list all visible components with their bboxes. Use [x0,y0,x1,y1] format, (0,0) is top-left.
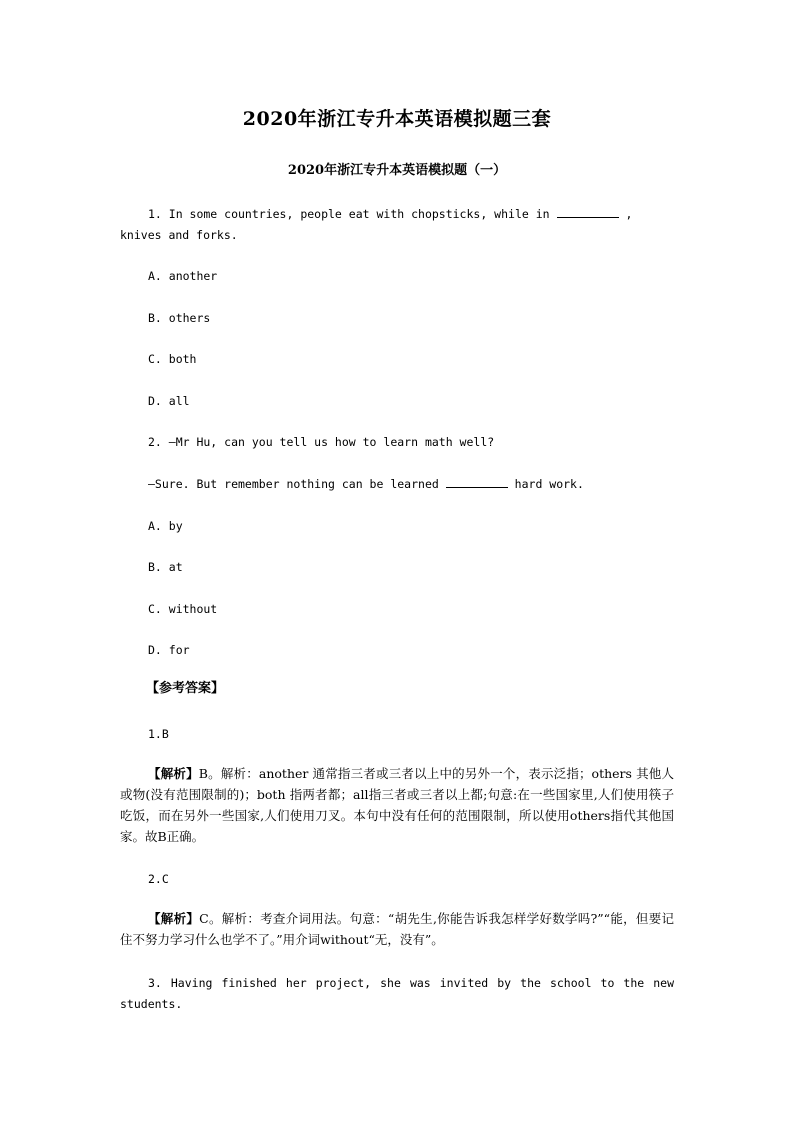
answer-2: 2.C [148,872,169,886]
explanation-2-label: 【解析】 [148,911,200,926]
answer-1: 1.B [148,727,169,741]
explanation-1-label: 【解析】 [148,766,199,781]
answer-blank [557,207,619,218]
explanation-2 [120,908,674,950]
document-title: 2020年浙江专升本英语模拟题三套 [242,108,552,130]
question-2-response-text: —Sure. But remember nothing can be learned [148,477,439,491]
question-1-option-c: C. both [148,352,197,366]
question-2-option-d: D. for [148,643,190,657]
question-1-stem-tail: , [625,207,633,221]
question-1-stem-line2: knives and forks. [120,228,238,242]
question-3-stem: 3. Having finished her project, she was invited by the school to the new students. [120,976,674,1011]
question-1-stem [148,207,632,221]
question-1-option-d: D. all [148,394,190,408]
explanation-1 [120,763,674,847]
question-2-stem: 2. —Mr Hu, can you tell us how to learn math well? [148,435,495,449]
question-2-option-c: C. without [148,602,218,616]
answers-heading: 【参考答案】 [146,681,225,696]
question-1-option-b: B. others [148,311,211,325]
question-2-option-a: A. by [148,519,183,533]
question-2-response-tail: hard work. [514,477,584,491]
question-1-stem-text: 1. In some countries, people eat with chopsticks, while in [148,207,550,221]
question-2-response [148,477,584,491]
question-1-option-a: A. another [148,269,218,283]
document-subtitle: 2020年浙江专升本英语模拟题（一） [287,163,507,178]
answer-blank [446,477,508,488]
explanation-2-text: C。解析：考查介词用法。句意：“胡先生,你能告诉我怎样学好数学吗?”“能，但要记住不努力学习什么也学不了。”用介词without“无，没有”。 [120,911,674,947]
explanation-1-text: B。解析：another 通常指三者或三者以上中的另外一个，表示泛指；others 其他人或物(没有范围限制的)；both 指两者都；all指三者或三者以上都;句意:在一些国家里,人们使用筷子吃饭，而在另外一些国家,人们使用刀叉。本句中没有任何的范围限制，所以使用others指代其他国家。故B正确。 [120,766,674,844]
question-2-option-b: B. at [148,560,183,574]
